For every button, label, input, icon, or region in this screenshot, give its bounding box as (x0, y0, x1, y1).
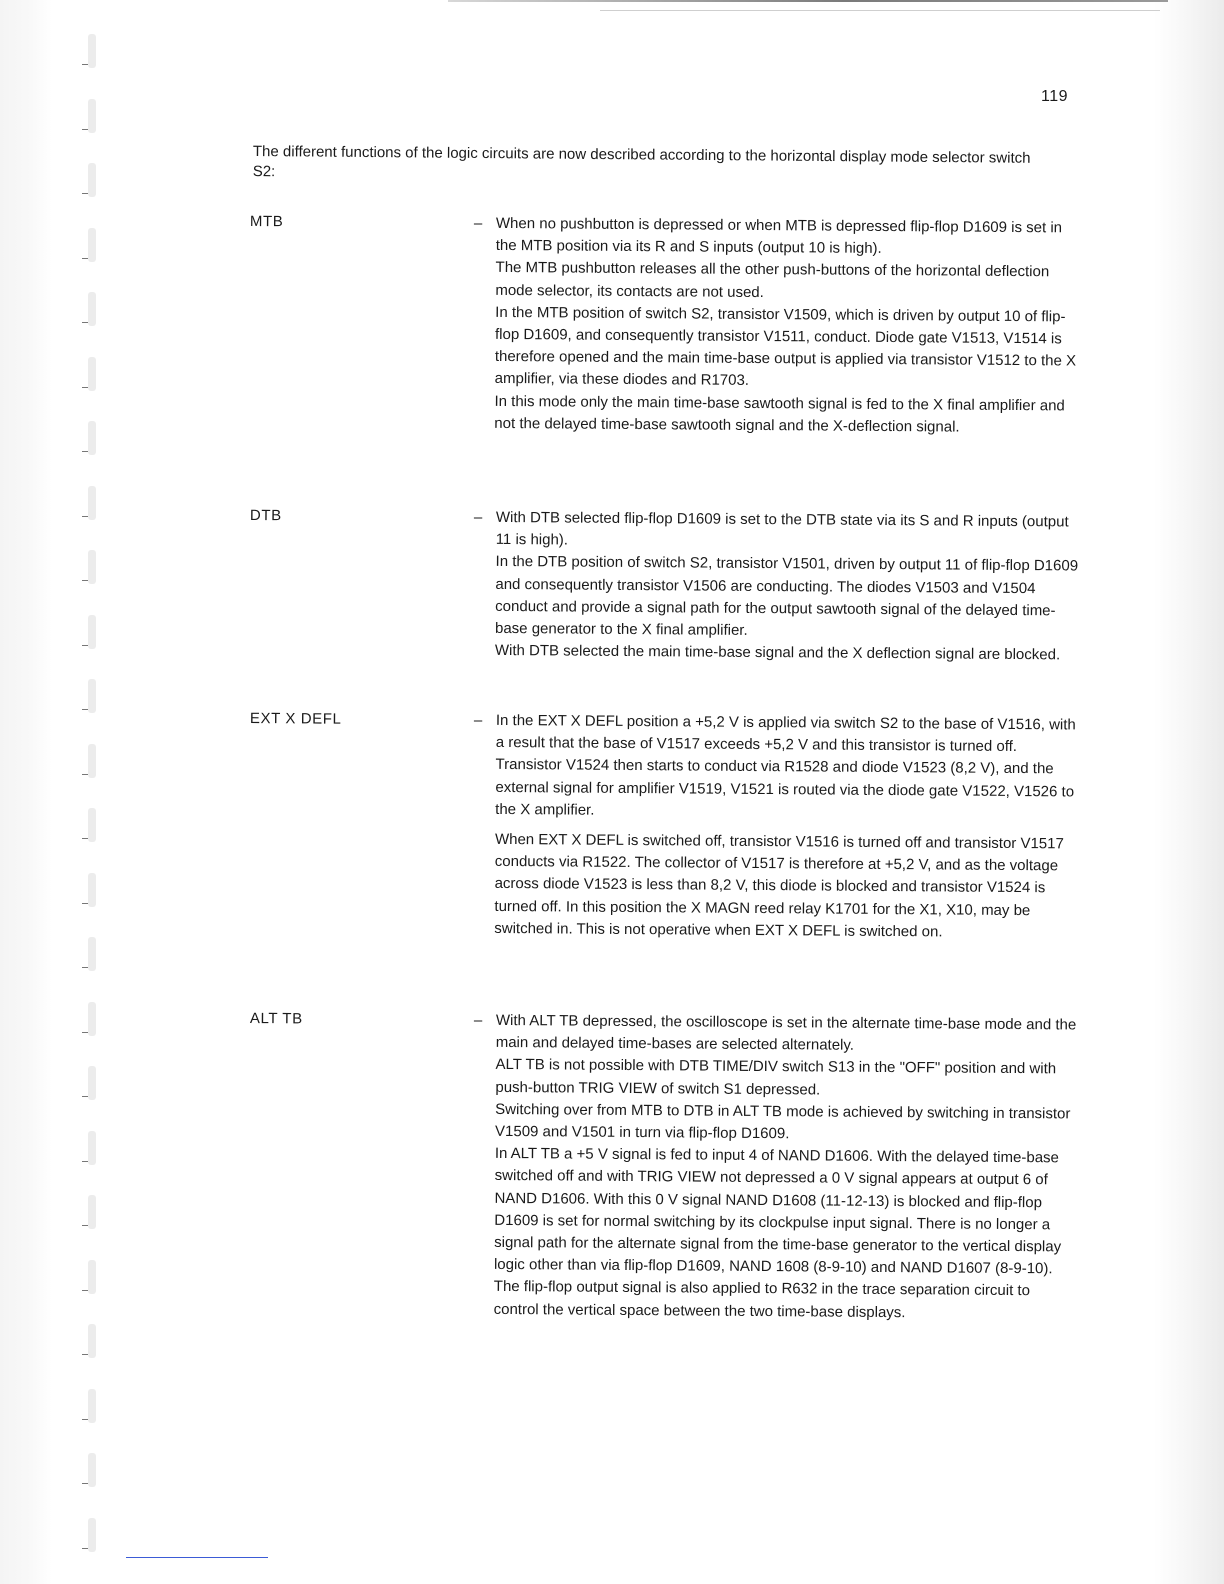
section-paragraph: In the MTB position of switch S2, transistor V1509, which is driven by output 10 of flip-flop D1609, and consequently transistor V1511, conduct. Diode gate V1513, V1514 is therefore opened and the main time-base output is applied via transistor V1512 to the X amplifier, via these diodes and R1703. (494, 303, 1077, 390)
binder-hole-shadow (88, 163, 96, 197)
section-paragraph: When EXT X DEFL is switched off, transistor V1516 is turned off and transistor V1517 conducts via R1522. The collector of V1517 is therefore at +5,2 V, and as the voltage across diode V1523 is less than 8,2 V, this diode is blocked and transistor V1524 is turned off. In this position the X MAGN reed relay K1701 for the X1, X10, may be switched in. This is not operative when EXT X DEFL is switched on. (494, 830, 1064, 941)
binder-hole-shadow (88, 550, 96, 584)
section-dash: – (473, 711, 483, 729)
section-term: ALT TB (249, 1009, 303, 1028)
section-paragraph: In the DTB position of switch S2, transistor V1501, driven by output 11 of flip-flop D1609 and consequently transistor V1506 are conducting. The diodes V1503 and V1504 conduct and provide a signal path for the output sawtooth signal of the delayed time-base generator to the X final amplifier. (494, 553, 1079, 639)
section-term: MTB (249, 212, 284, 231)
binder-hole-shadow (88, 1002, 96, 1036)
section-dash: – (473, 214, 483, 232)
scan-right-margin (1154, 0, 1224, 1584)
page-number: 119 (1040, 88, 1068, 105)
section-paragraph: Switching over from MTB to DTB in ALT TB mode is achieved by switching in transistor V1509 and V1501 in turn via flip-flop D1609. (494, 1100, 1071, 1143)
section-paragraph: When no pushbutton is depressed or when MTB is depressed flip-flop D1609 is set in the MTB position via its R and S inputs (output 10 is high). (495, 214, 1063, 258)
binder-hole-shadow (88, 1131, 96, 1165)
section-ext-x-defl (249, 708, 1080, 941)
section-dtb (249, 505, 1080, 664)
section-paragraph: The flip-flop output signal is also applied to R632 in the trace separation circuit to control the vertical space between the two time-base displays. (493, 1278, 1031, 1321)
intro-paragraph: The different functions of the logic circuits are now described according to the horizontal display mode selector switch S2: (252, 142, 1031, 181)
binder-hole-shadow (88, 808, 96, 842)
binder-hole-shadow (88, 292, 96, 326)
binder-hole-shadow (88, 421, 96, 455)
binder-hole-shadow (88, 228, 96, 262)
section-paragraph: In this mode only the main time-base sawtooth signal is fed to the X final amplifier and not the delayed time-base sawtooth signal and the X-deflection signal. (494, 392, 1065, 436)
binder-hole-shadow (88, 34, 96, 68)
binder-hole-shadow (88, 1389, 96, 1423)
footnote-rule (126, 1557, 268, 1558)
section-dash: – (473, 1011, 483, 1029)
section-term: DTB (249, 506, 282, 525)
binder-hole-shadow (88, 357, 96, 391)
top-scan-line (448, 0, 1168, 2)
section-mtb (249, 211, 1080, 436)
section-term: EXT X DEFL (249, 709, 342, 728)
binder-hole-shadow (88, 486, 96, 520)
section-body (494, 213, 1080, 440)
top-scan-line-secondary (600, 10, 1160, 11)
section-paragraph: The MTB pushbutton releases all the other push-buttons of the horizontal deflection mode selector, its contacts are not used. (495, 259, 1050, 301)
binder-hole-shadow (88, 99, 96, 133)
section-paragraph: With ALT TB depressed, the oscilloscope is set in the alternate time-base mode and the main and delayed time-bases are selected alternately. (495, 1011, 1077, 1054)
section-dash: – (473, 508, 483, 526)
section-paragraph: In ALT TB a +5 V signal is fed to input 4 of NAND D1606. With the delayed time-base switched off and with TRIG VIEW not depressed a 0 V signal appears at output 6 of NAND D1606. With this 0 V signal NAND D1608 (11-12-13) is blocked and flip-flop D1609 is set for normal switching by its clockpulse input signal. There is no longer a signal path for the alternate signal from the time-base generator to the vertical display logic other than via flip-flop D1609, NAND 1608 (8-9-10) and NAND D1607 (8-9-10). (493, 1145, 1062, 1278)
scan-left-margin (0, 0, 52, 1584)
section-alt-tb (249, 1008, 1080, 1321)
section-paragraph: ALT TB is not possible with DTB TIME/DIV switch S13 in the "OFF" position and with push-button TRIG VIEW of switch S1 depressed. (495, 1056, 1057, 1099)
binder-hole-shadow (88, 1324, 96, 1358)
binder-hole-shadow (88, 1066, 96, 1100)
binder-hole-shadow (88, 1518, 96, 1552)
binder-hole-shadow (88, 1195, 96, 1229)
binder-hole-shadow (88, 1260, 96, 1294)
section-paragraph: With DTB selected the main time-base signal and the X deflection signal are blocked. (494, 642, 1061, 664)
binder-hole-shadow (88, 1453, 96, 1487)
section-paragraph: With DTB selected flip-flop D1609 is set to the DTB state via its S and R inputs (output 11 is high). (495, 508, 1069, 549)
binder-hole-shadow (88, 744, 96, 778)
binder-hole-shadow (88, 937, 96, 971)
section-paragraph: Transistor V1524 then starts to conduct via R1528 and diode V1523 (8,2 V), and the external signal for amplifier V1519, V1521 is routed via the diode gate V1522, V1526 to the X amplifier. (495, 756, 1075, 819)
section-body (494, 1010, 1080, 1325)
binder-hole-shadow (88, 679, 96, 713)
section-paragraph: In the EXT X DEFL position a +5,2 V is applied via switch S2 to the base of V1516, with a result that the base of V1517 exceeds +5,2 V and this transistor is turned off. (495, 711, 1076, 756)
binder-hole-shadow (88, 873, 96, 907)
binder-hole-shadow (88, 615, 96, 649)
section-body (494, 710, 1080, 945)
section-body (495, 507, 1080, 667)
